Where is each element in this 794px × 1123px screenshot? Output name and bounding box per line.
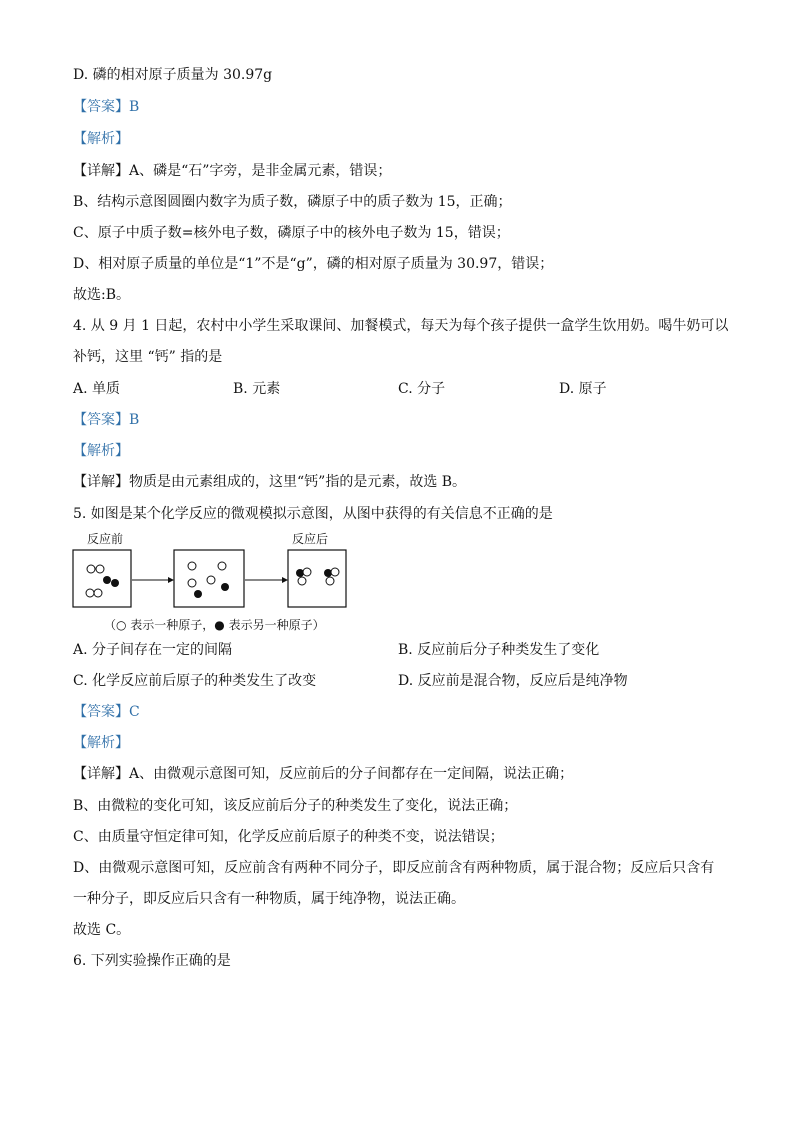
black-atom [103, 576, 111, 584]
q4-option-b: B. 元素 [233, 381, 281, 397]
diagram-legend: （○ 表示一种原子，● 表示另一种原子） [104, 618, 325, 632]
q5-stem: 5. 如图是某个化学反应的微观模拟示意图，从图中获得的有关信息不正确的是 [73, 506, 553, 522]
q4-stem-line2: 补钙，这里 “钙” 指的是 [73, 349, 223, 365]
q5-answer: 【答案】C [73, 704, 140, 720]
arrow-head [282, 577, 288, 583]
q3-detail-line: C、原子中质子数=核外电子数，磷原子中的核外电子数为 15，错误； [73, 225, 510, 241]
white-atom [298, 577, 306, 585]
q4-analysis-heading: 【解析】 [73, 443, 129, 459]
q3-option-d: D. 磷的相对原子质量为 30.97g [73, 67, 273, 83]
black-atom [194, 590, 202, 598]
q5-conclusion: 故选 C。 [73, 922, 131, 938]
q5-option-b: B. 反应前后分子种类发生了变化 [398, 642, 600, 658]
white-atom [326, 577, 334, 585]
q3-answer: 【答案】B [73, 99, 140, 115]
white-atom [207, 576, 215, 584]
white-atom [94, 589, 102, 597]
q3-conclusion: 故选:B。 [73, 287, 131, 303]
box-before [73, 550, 131, 607]
q4-stem-line1: 4. 从 9 月 1 日起，农村中小学生采取课间、加餐模式，每天为每个孩子提供一盒学生饮用奶。喝牛奶可以 [73, 318, 729, 334]
q3-analysis-heading: 【解析】 [73, 131, 129, 147]
q5-detail-line: B、由微粒的变化可知，该反应前后分子的种类发生了变化，说法正确； [73, 798, 518, 814]
white-atom [218, 562, 226, 570]
q5-detail-line: C、由质量守恒定律可知，化学反应前后原子的种类不变，说法错误； [73, 829, 504, 845]
label-before-reaction: 反应前 [87, 532, 124, 546]
reaction-diagram [70, 530, 370, 635]
q3-detail-line: B、结构示意图圆圈内数字为质子数，磷原子中的质子数为 15，正确； [73, 194, 512, 210]
box-after [288, 550, 346, 607]
white-atom [303, 568, 311, 576]
q3-detail-line: D、相对原子质量的单位是“1”不是“g”，磷的相对原子质量为 30.97，错误； [73, 256, 554, 272]
black-atom [221, 583, 229, 591]
q3-detail-line: 【详解】A、磷是“石”字旁，是非金属元素，错误； [73, 163, 392, 179]
white-atom [87, 565, 95, 573]
q6-stem: 6. 下列实验操作正确的是 [73, 953, 231, 969]
white-atom [96, 565, 104, 573]
q5-detail-line: 一种分子，即反应后只含有一种物质，属于纯净物，说法正确。 [73, 891, 465, 907]
q4-detail: 【详解】物质是由元素组成的，这里“钙”指的是元素，故选 B。 [73, 474, 467, 490]
q5-option-a: A. 分子间存在一定的间隔 [73, 642, 233, 658]
q4-option-c: C. 分子 [398, 381, 446, 397]
white-atom [188, 579, 196, 587]
q5-detail-line: D、由微观示意图可知，反应前含有两种不同分子，即反应前含有两种物质，属于混合物；反应后只含有 [73, 860, 715, 876]
black-atom [111, 579, 119, 587]
white-atom [331, 568, 339, 576]
q4-option-a: A. 单质 [73, 381, 121, 397]
white-atom [86, 589, 94, 597]
q5-option-c: C. 化学反应前后原子的种类发生了改变 [73, 673, 317, 689]
q5-analysis-heading: 【解析】 [73, 735, 129, 751]
q4-option-d: D. 原子 [559, 381, 607, 397]
white-atom [188, 562, 196, 570]
q5-option-d: D. 反应前是混合物，反应后是纯净物 [398, 673, 628, 689]
q4-answer: 【答案】B [73, 412, 140, 428]
q5-detail-line: 【详解】A、由微观示意图可知，反应前后的分子间都存在一定间隔，说法正确； [73, 766, 574, 782]
label-after-reaction: 反应后 [292, 532, 329, 546]
arrow-head [168, 577, 174, 583]
